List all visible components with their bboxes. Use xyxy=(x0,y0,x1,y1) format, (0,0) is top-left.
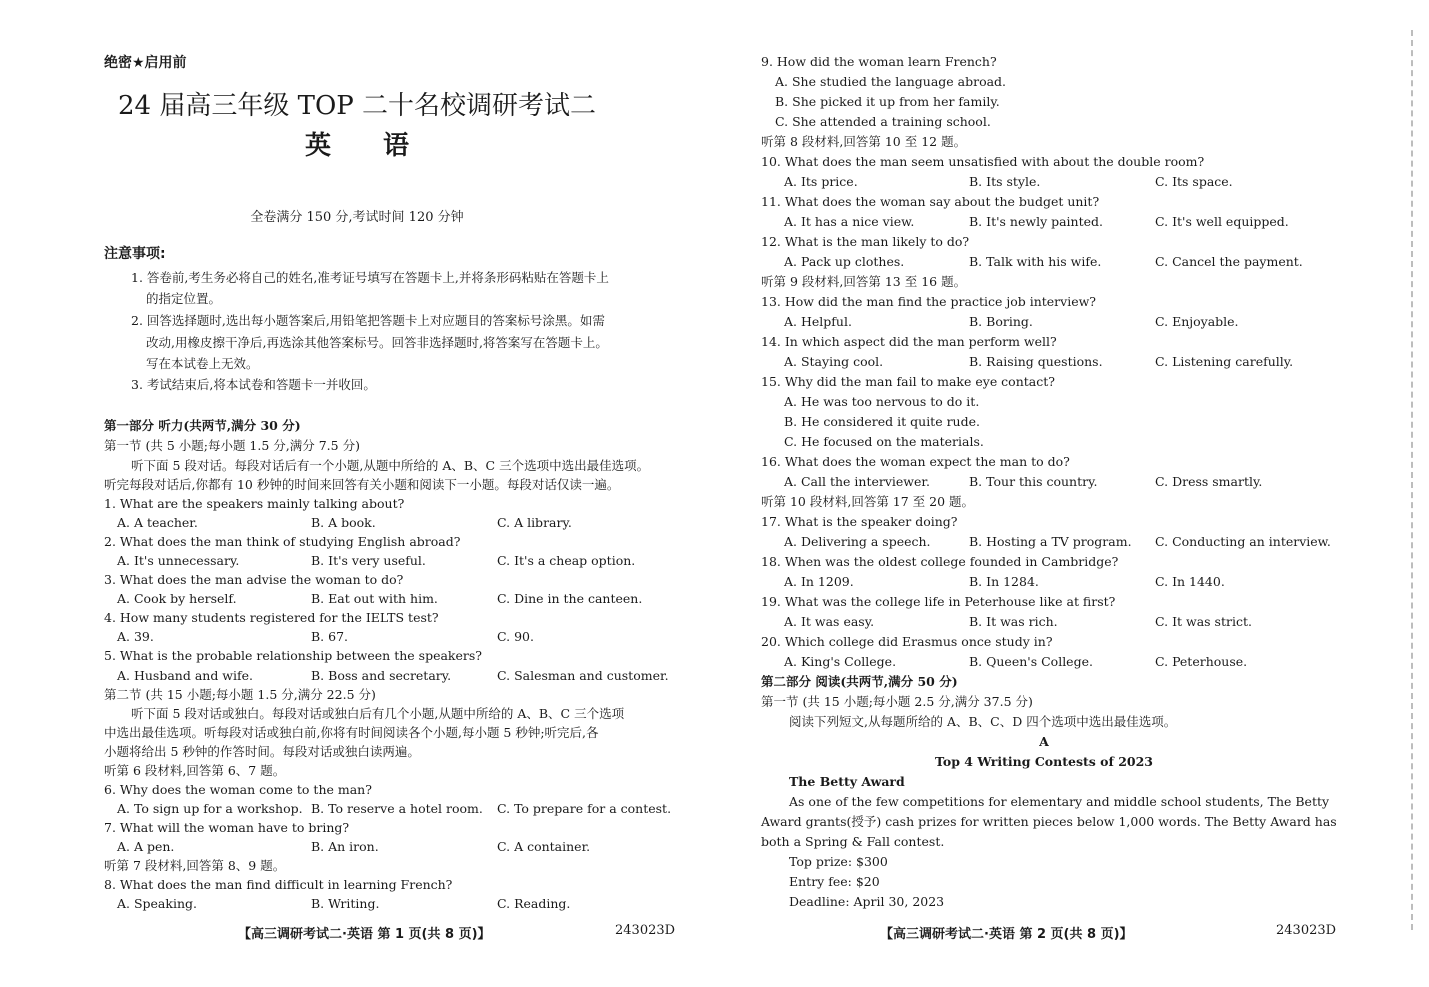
section2-heading: 第二节 (共 15 小题;每小题 1.5 分,满分 22.5 分) xyxy=(104,687,376,702)
option-c: C. Its space. xyxy=(1155,174,1233,189)
question-4: 4. How many students registered for the IELTS test? xyxy=(104,610,439,625)
option-b: B. It was rich. xyxy=(969,614,1058,629)
option-b: B. Eat out with him. xyxy=(311,591,438,606)
option-a: A. A pen. xyxy=(117,839,175,854)
notice-heading: 注意事项: xyxy=(104,246,166,262)
option-c: C. Dine in the canteen. xyxy=(497,591,643,606)
question-13: 13. How did the man find the practice job interview? xyxy=(761,294,1097,309)
question-12: 12. What is the man likely to do? xyxy=(761,234,970,249)
question-10: 10. What does the man seem unsatisfied with about the double room? xyxy=(761,154,1205,169)
question-18: 18. When was the oldest college founded in Cambridge? xyxy=(761,554,1119,569)
exam-code: 243023D xyxy=(1276,923,1337,938)
top-prize: Top prize: $300 xyxy=(789,854,888,869)
option-a: A. Call the interviewer. xyxy=(784,474,930,489)
notice-line: 1. 答卷前,考生务必将自己的姓名,准考证号填写在答题卡上,并将条形码粘贴在答题卡上 xyxy=(131,270,609,285)
option-c: C. Listening carefully. xyxy=(1155,354,1294,369)
exam-title: 24 届高三年级 TOP 二十名校调研考试二 xyxy=(117,91,597,121)
question-6: 6. Why does the woman come to the man? xyxy=(104,782,372,797)
award-paragraph-line: As one of the few competitions for elementary and middle school students, The Betty xyxy=(789,794,1330,809)
section2-instruction: 小题将给出 5 秒钟的作答时间。每段对话或独白读两遍。 xyxy=(104,744,420,759)
option-b: B. Hosting a TV program. xyxy=(969,534,1132,549)
question-20: 20. Which college did Erasmus once study in? xyxy=(761,634,1053,649)
question-11: 11. What does the woman say about the budget unit? xyxy=(761,194,1100,209)
option-b: B. He considered it quite rude. xyxy=(784,414,980,429)
option-b: B. In 1284. xyxy=(969,574,1039,589)
option-b: B. A book. xyxy=(311,515,376,530)
binding-margin-line xyxy=(1411,30,1423,930)
option-b: B. To reserve a hotel room. xyxy=(311,801,483,816)
option-a: A. Husband and wife. xyxy=(117,668,253,683)
score-info: 全卷满分 150 分,考试时间 120 分钟 xyxy=(250,210,464,225)
section2-instruction: 听下面 5 段对话或独白。每段对话或独白后有几个小题,从题中所给的 A、B、C 三个选项 xyxy=(131,706,625,721)
option-a: A. It has a nice view. xyxy=(784,214,915,229)
part1-heading: 第一部分 听力(共两节,满分 30 分) xyxy=(104,418,301,433)
option-b: B. Boss and secretary. xyxy=(311,668,452,683)
option-a: A. Cook by herself. xyxy=(117,591,237,606)
material-7-label: 听第 7 段材料,回答第 8、9 题。 xyxy=(104,858,286,873)
material-9-label: 听第 9 段材料,回答第 13 至 16 题。 xyxy=(761,274,967,289)
option-c: C. A container. xyxy=(497,839,591,854)
option-a: A. It's unnecessary. xyxy=(117,553,240,568)
material-6-label: 听第 6 段材料,回答第 6、7 题。 xyxy=(104,763,286,778)
notice-line: 2. 回答选择题时,选出每小题答案后,用铅笔把答题卡上对应题目的答案标号涂黑。如需 xyxy=(131,313,605,328)
option-a: A. To sign up for a workshop. xyxy=(117,801,303,816)
option-a: A. A teacher. xyxy=(117,515,198,530)
option-c: C. It was strict. xyxy=(1155,614,1252,629)
option-b: B. Tour this country. xyxy=(969,474,1098,489)
option-a: A. In 1209. xyxy=(784,574,854,589)
option-a: A. 39. xyxy=(117,629,154,644)
option-c: C. He focused on the materials. xyxy=(784,434,984,449)
option-a: A. She studied the language abroad. xyxy=(775,74,1007,89)
option-a: A. Speaking. xyxy=(117,896,197,911)
option-b: B. It's newly painted. xyxy=(969,214,1103,229)
question-1: 1. What are the speakers mainly talking about? xyxy=(104,496,405,511)
question-9: 9. How did the woman learn French? xyxy=(761,54,997,69)
question-19: 19. What was the college life in Peterhouse like at first? xyxy=(761,594,1116,609)
award-paragraph-line: both a Spring & Fall contest. xyxy=(761,834,945,849)
right-page xyxy=(714,0,1429,987)
option-c: C. Reading. xyxy=(497,896,571,911)
option-c: C. Dress smartly. xyxy=(1155,474,1263,489)
notice-line: 写在本试卷上无效。 xyxy=(146,356,259,371)
subject-title: 英语 xyxy=(304,131,461,161)
option-c: C. She attended a training school. xyxy=(775,114,991,129)
material-8-label: 听第 8 段材料,回答第 10 至 12 题。 xyxy=(761,134,967,149)
part2-heading: 第二部分 阅读(共两节,满分 50 分) xyxy=(761,674,958,689)
section1-instruction: 听完每段对话后,你都有 10 秒钟的时间来回答有关小题和阅读下一小题。每段对话仅读一遍。 xyxy=(104,477,620,492)
option-c: C. It's a cheap option. xyxy=(497,553,636,568)
reading-instruction: 阅读下列短文,从每题所给的 A、B、C、D 四个选项中选出最佳选项。 xyxy=(789,714,1177,729)
option-a: A. It was easy. xyxy=(784,614,875,629)
reading-section1-heading: 第一节 (共 15 小题;每小题 2.5 分,满分 37.5 分) xyxy=(761,694,1033,709)
award-heading: The Betty Award xyxy=(789,774,905,789)
deadline: Deadline: April 30, 2023 xyxy=(789,894,945,909)
question-5: 5. What is the probable relationship between the speakers? xyxy=(104,648,482,663)
entry-fee: Entry fee: $20 xyxy=(789,874,880,889)
section1-heading: 第一节 (共 5 小题;每小题 1.5 分,满分 7.5 分) xyxy=(104,438,360,453)
passage-letter: A xyxy=(1039,734,1049,749)
option-a: A. Its price. xyxy=(784,174,858,189)
page-footer: 【高三调研考试二·英语 第 2 页(共 8 页)】 xyxy=(880,927,1133,942)
question-16: 16. What does the woman expect the man to do? xyxy=(761,454,1070,469)
question-8: 8. What does the man find difficult in learning French? xyxy=(104,877,453,892)
option-c: C. Enjoyable. xyxy=(1155,314,1239,329)
question-17: 17. What is the speaker doing? xyxy=(761,514,958,529)
option-a: A. Staying cool. xyxy=(784,354,884,369)
section2-instruction: 中选出最佳选项。听每段对话或独白前,你将有时间阅读各个小题,每小题 5 秒钟;听完后,各 xyxy=(104,725,599,740)
passage-title: Top 4 Writing Contests of 2023 xyxy=(934,754,1154,769)
option-c: C. Peterhouse. xyxy=(1155,654,1248,669)
notice-line: 的指定位置。 xyxy=(146,291,222,306)
question-14: 14. In which aspect did the man perform well? xyxy=(761,334,1057,349)
option-c: C. 90. xyxy=(497,629,534,644)
option-c: C. Cancel the payment. xyxy=(1155,254,1303,269)
option-b: B. 67. xyxy=(311,629,349,644)
option-c: C. To prepare for a contest. xyxy=(497,801,672,816)
question-7: 7. What will the woman have to bring? xyxy=(104,820,350,835)
notice-line: 3. 考试结束后,将本试卷和答题卡一并收回。 xyxy=(131,377,376,392)
option-b: B. Boring. xyxy=(969,314,1033,329)
question-3: 3. What does the man advise the woman to do? xyxy=(104,572,404,587)
notice-line: 改动,用橡皮擦干净后,再选涂其他答案标号。回答非选择题时,将答案写在答题卡上。 xyxy=(146,335,608,350)
exam-code: 243023D xyxy=(615,923,676,938)
confidential-label: 绝密★启用前 xyxy=(104,55,187,71)
question-15: 15. Why did the man fail to make eye contact? xyxy=(761,374,1055,389)
page-footer: 【高三调研考试二·英语 第 1 页(共 8 页)】 xyxy=(238,927,491,942)
section1-instruction: 听下面 5 段对话。每段对话后有一个小题,从题中所给的 A、B、C 三个选项中选出最佳选项。 xyxy=(131,458,650,473)
material-10-label: 听第 10 段材料,回答第 17 至 20 题。 xyxy=(761,494,975,509)
option-c: C. Salesman and customer. xyxy=(497,668,669,683)
option-b: B. Talk with his wife. xyxy=(969,254,1102,269)
option-a: A. Helpful. xyxy=(784,314,852,329)
question-2: 2. What does the man think of studying English abroad? xyxy=(104,534,461,549)
option-b: B. Its style. xyxy=(969,174,1041,189)
option-a: A. King's College. xyxy=(784,654,897,669)
option-b: B. She picked it up from her family. xyxy=(775,94,1000,109)
option-b: B. Raising questions. xyxy=(969,354,1103,369)
option-a: A. Delivering a speech. xyxy=(784,534,931,549)
award-paragraph-line: Award grants(授予) cash prizes for written pieces below 1,000 words. The Betty Award has xyxy=(761,814,1337,829)
option-c: C. Conducting an interview. xyxy=(1155,534,1331,549)
option-b: B. Queen's College. xyxy=(969,654,1093,669)
option-c: C. It's well equipped. xyxy=(1155,214,1289,229)
option-c: C. In 1440. xyxy=(1155,574,1225,589)
option-b: B. It's very useful. xyxy=(311,553,426,568)
option-c: C. A library. xyxy=(497,515,572,530)
left-page xyxy=(0,0,714,987)
option-b: B. An iron. xyxy=(311,839,379,854)
option-a: A. He was too nervous to do it. xyxy=(784,394,980,409)
option-b: B. Writing. xyxy=(311,896,380,911)
option-a: A. Pack up clothes. xyxy=(784,254,905,269)
